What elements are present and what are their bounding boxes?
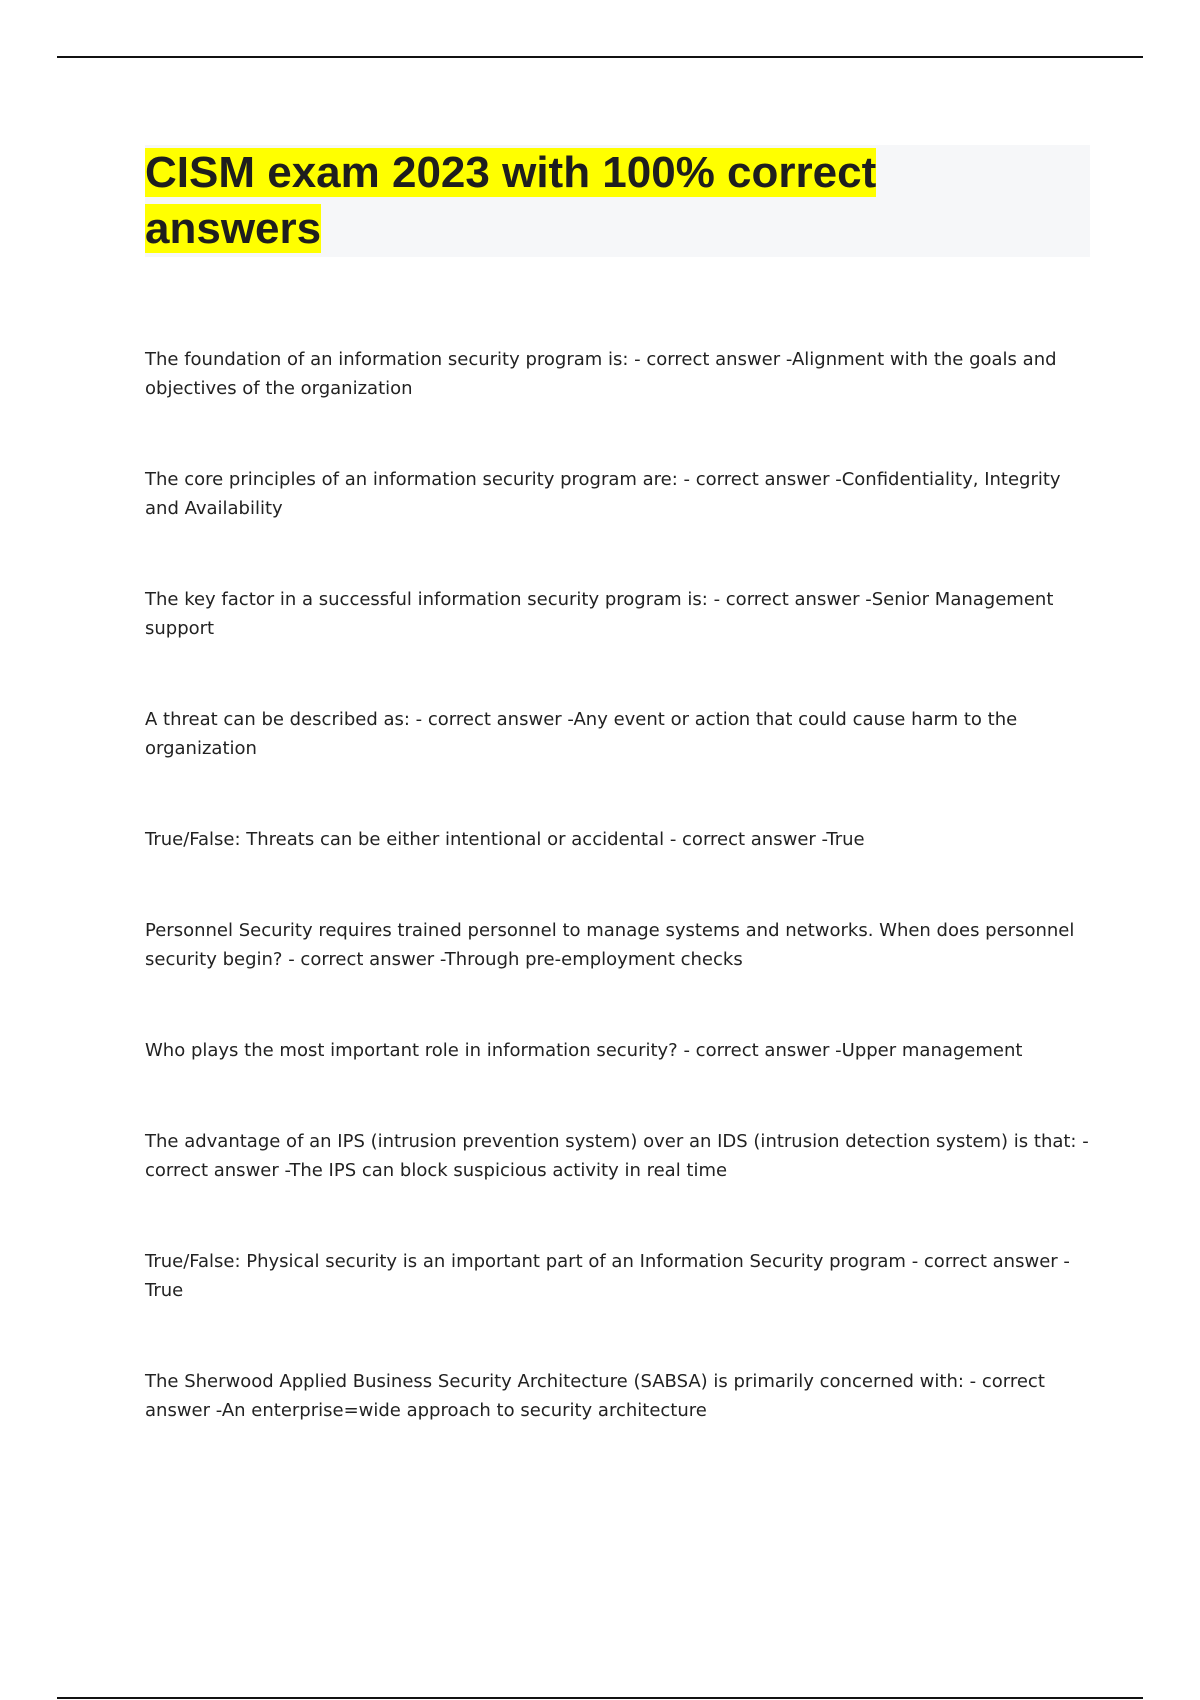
qa-list — [145, 345, 1090, 1487]
page-header-rule — [57, 56, 1143, 58]
qa-item: The advantage of an IPS (intrusion prevention system) over an IDS (intrusion detection system) is that: - correct answer -The IPS can block suspicious activity in real time — [145, 1131, 1089, 1181]
qa-item: Who plays the most important role in information security? - correct answer -Upper management — [145, 1040, 1023, 1061]
qa-item: Personnel Security requires trained personnel to manage systems and networks. When does personnel security begin? - correct answer -Through pre-employment checks — [145, 920, 1075, 970]
qa-item: The foundation of an information security program is: - correct answer -Alignment with the goals and objectives of the organization — [145, 349, 1057, 399]
document-title — [145, 145, 975, 257]
qa-item: The key factor in a successful information security program is: - correct answer -Senior Management support — [145, 589, 1054, 639]
qa-item: The core principles of an information security program are: - correct answer -Confidentiality, Integrity and Availability — [145, 469, 1061, 519]
qa-item: True/False: Threats can be either intentional or accidental - correct answer -True — [145, 829, 865, 850]
title-block — [145, 145, 1090, 257]
qa-item: True/False: Physical security is an important part of an Information Security program - correct answer - True — [145, 1251, 1070, 1301]
title-highlight: CISM exam 2023 with 100% correct answers — [145, 148, 877, 253]
page-footer-rule — [57, 1697, 1143, 1699]
qa-item: A threat can be described as: - correct answer -Any event or action that could cause harm to the organization — [145, 709, 1018, 759]
qa-item: The Sherwood Applied Business Security Architecture (SABSA) is primarily concerned with: - correct answer -An enterprise=wide approach to security architecture — [145, 1371, 1045, 1421]
